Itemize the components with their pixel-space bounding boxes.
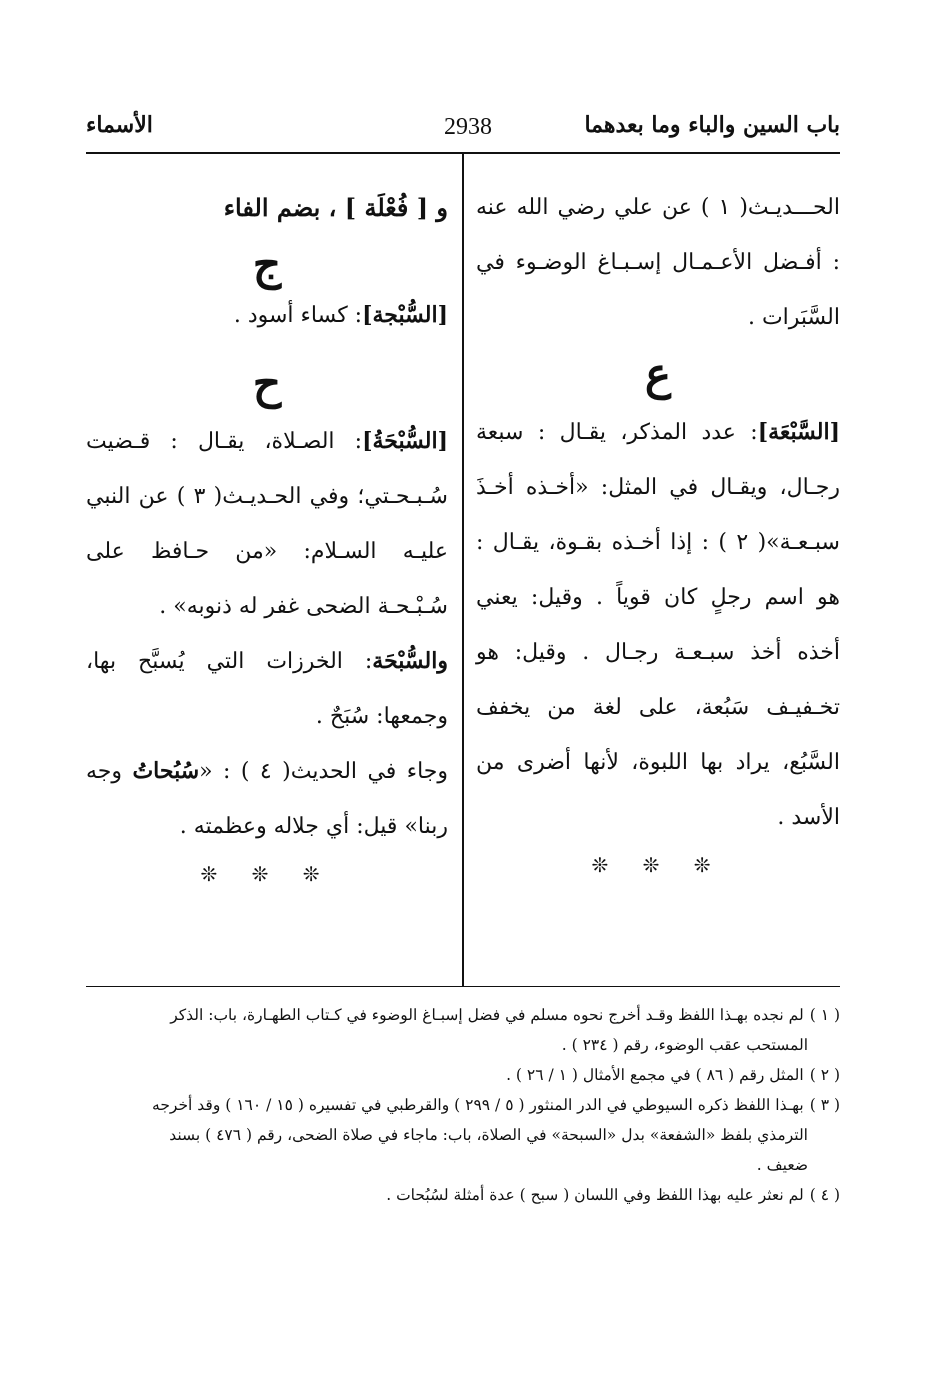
footnote-3: ( ٣ )بهـذا اللفظ ذكره السيوطي في الدر المنثور ( ٥ / ٢٩٩ ) والقرطبي في تفسيره ( ١٥ / ١٦٠ ) وقد أخرجه [152, 1096, 840, 1114]
footnote-rule [86, 986, 840, 987]
entry-subja [86, 295, 448, 336]
entry-subha-prayer [86, 414, 448, 634]
footnote-2: ( ٢ )المثل رقم ( ٨٦ ) في مجمع الأمثال ( ١ / ٢٦ ) . [506, 1066, 840, 1084]
entry-headword: [السُّبْجة] [362, 302, 448, 328]
footnotes [86, 1000, 840, 1210]
footnote-4: ( ٤ )لم نعثر عليه بهذا اللفظ وفي اللسان ( سبح ) عدة أمثلة لسُبُحات . [386, 1186, 840, 1204]
footnote-3-continued-2: ضعيف . [756, 1156, 808, 1174]
entry-definition: : الصـلاة، يقـال : قـضيت سُـبـحـتي؛ وفي الحـديـث( ٣ ) عن النبي عليـه السـلام: «من حـافظ على سُـبْـحـة الضحى غفر له ذنوبه» . [86, 429, 448, 619]
entry-subuhat: وجاء في الحديث( ٤ ) : «سُبُحاتُ وجه ربنا» قيل: أي جلاله وعظمته . [86, 758, 448, 839]
left-column [86, 180, 448, 886]
entry-headword: والسُّبْحَة [372, 648, 448, 674]
entry-sabarat: الحـــديـث( ١ ) عن علي رضي الله عنه : أفـضل الأعـمـال إسـبـاغ الوضـوء في السَّبَرات . [476, 195, 840, 330]
running-header-chapter: باب السين والباء وما بعدهما [584, 112, 840, 138]
column-divider [462, 152, 464, 986]
pattern-heading: و [ فُعْلَة ] ، بضم الفاء [223, 193, 448, 222]
entry-sabaa [476, 405, 840, 845]
entry-definition: : الخرزات التي يُسبَّح بها، وجمعها: سُبَحٌ . [86, 649, 448, 729]
entry-subha-beads [86, 634, 448, 744]
section-letter-jim: ج [252, 239, 282, 290]
page-number: 2938 [444, 114, 492, 140]
section-letter-ain: ع [644, 349, 672, 400]
footnote-1: ( ١ )لم نجده بهـذا اللفظ وقـد أخرج نحوه مسلم في فضل إسبـاغ الوضوء في كـتاب الطهـارة، باب: الذكر [170, 1006, 840, 1024]
section-separator: ❊ ❊ ❊ [591, 853, 725, 877]
entry-headword: سُبُحاتُ [132, 758, 200, 784]
entry-definition: : عدد المذكر، يقـال : سبعة رجـال، ويقـال في المثل: «أخـذه أخـذَ سبـعـة»( ٢ ) : إذا أخـذه بقـوة، يقـال : هو اسم رجلٍ كان قوياً . وقيل: يعني أخذه أخذ سبـعـة رجـال . وقيل: هو تخـفيـف سَبُعة، على لغة من يخفف السَّبُع، يراد بها اللبوة، لأنها أضرى من الأسد . [476, 420, 840, 830]
entry-headword: [السُّبْحَةُ] [362, 428, 448, 454]
section-separator: ❊ ❊ ❊ [200, 862, 334, 886]
footnote-3-continued: الترمذي بلفظ «الشفعة» بدل «السبحة» في الصلاة، باب: ماجاء في صلاة الضحى، رقم ( ٤٧٦ ) بسند [169, 1126, 808, 1144]
right-column [476, 180, 840, 877]
section-letter-ha: ح [252, 358, 282, 409]
entry-headword: [السَّبْعَة] [757, 419, 840, 445]
footnote-1-continued: المستحب عقب الوضوء، رقم ( ٢٣٤ ) . [561, 1036, 808, 1054]
running-header-section: الأسماء [86, 112, 153, 138]
entry-definition: : كساء أسود . [233, 303, 363, 328]
